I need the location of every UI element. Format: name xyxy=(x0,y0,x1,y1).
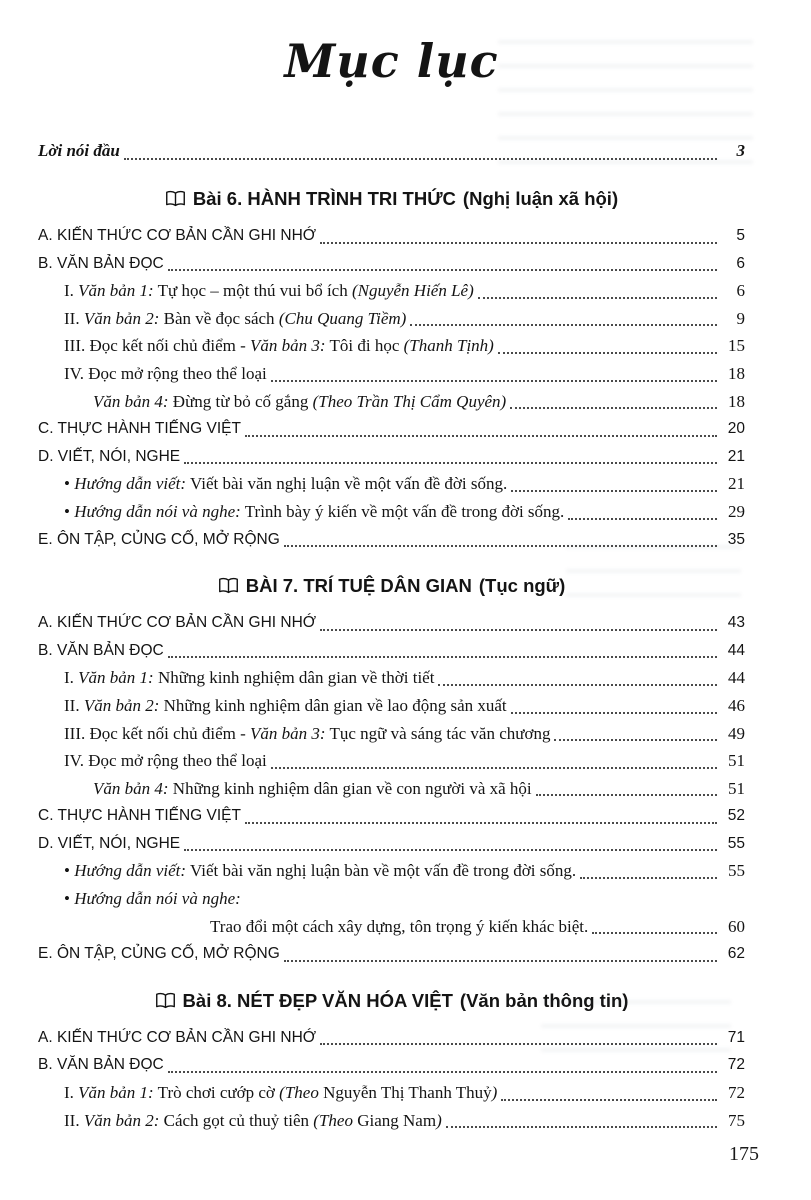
entry-page-number: 51 xyxy=(728,751,745,771)
entry-page-number: 46 xyxy=(728,695,745,715)
dot-leader xyxy=(320,242,717,244)
entry-text: Văn bản 4: Đừng từ bỏ cố gắng (Theo Trần Thị Cẩm Quyên) xyxy=(93,391,507,411)
entry-page-number: 60 xyxy=(728,916,745,936)
dot-leader xyxy=(184,462,717,464)
dot-leader xyxy=(245,822,717,824)
dot-leader xyxy=(271,767,717,769)
entry-text: E. ÔN TẬP, CỦNG CỐ, MỞ RỘNG xyxy=(38,530,280,548)
entry-text: C. THỰC HÀNH TIẾNG VIỆT xyxy=(38,420,241,438)
entry-text: • Hướng dẫn viết: Viết bài văn nghị luận về một vấn đề đời sống. xyxy=(64,474,508,494)
entry-page-number: 21 xyxy=(727,447,745,465)
dot-leader xyxy=(568,518,717,520)
toc-entry xyxy=(38,857,745,885)
section-heading xyxy=(38,186,745,212)
toc-entry xyxy=(38,388,745,416)
open-book-icon xyxy=(155,992,176,1010)
dot-leader xyxy=(498,352,717,354)
section-title: Bài 8. NÉT ĐẸP VĂN HÓA VIỆT xyxy=(182,989,453,1011)
dot-leader xyxy=(168,1071,717,1073)
entry-text: • Hướng dẫn nói và nghe: xyxy=(64,889,241,909)
open-book-icon xyxy=(218,577,239,595)
entry-page-number: 44 xyxy=(728,668,745,688)
entry-page-number: 18 xyxy=(728,363,745,383)
entry-page-number: 51 xyxy=(728,778,745,798)
toc-entry xyxy=(38,885,745,913)
toc-entry xyxy=(38,637,745,665)
dot-leader xyxy=(511,490,717,492)
toc-entry xyxy=(38,609,745,637)
dot-leader xyxy=(580,877,717,879)
entry-text: • Hướng dẫn viết: Viết bài văn nghị luận bàn về một vấn đề trong đời sống. xyxy=(64,861,577,881)
toc-entry xyxy=(38,664,745,692)
toc-entry xyxy=(38,305,745,333)
entry-page-number: 62 xyxy=(727,945,745,963)
toc-entry xyxy=(38,470,745,498)
entry-page-number: 72 xyxy=(727,1056,745,1074)
toc-entry xyxy=(38,720,745,748)
entry-page-number: 20 xyxy=(727,420,745,438)
page-number: 175 xyxy=(729,1143,759,1165)
section-heading xyxy=(38,988,745,1014)
section-title: Bài 6. HÀNH TRÌNH TRI THỨC xyxy=(192,188,456,209)
toc-entry xyxy=(38,830,745,858)
entry-text: D. VIẾT, NÓI, NGHE xyxy=(38,447,181,465)
dot-leader xyxy=(554,739,717,741)
toc-entry xyxy=(38,443,745,471)
entry-page-number: 55 xyxy=(728,861,745,881)
preface-page-number: 3 xyxy=(736,141,745,160)
dot-leader xyxy=(511,712,717,714)
entry-page-number: 43 xyxy=(727,614,745,632)
dot-leader xyxy=(168,656,717,658)
entry-page-number: 6 xyxy=(736,254,745,272)
entry-text: D. VIẾT, NÓI, NGHE xyxy=(38,834,181,852)
entry-text: IV. Đọc mở rộng theo thể loại xyxy=(64,751,267,771)
page-title: Mục lục xyxy=(284,34,499,88)
dot-leader xyxy=(184,849,717,851)
dot-leader xyxy=(501,1099,717,1101)
dot-leader xyxy=(438,684,717,686)
entry-text: B. VĂN BẢN ĐỌC xyxy=(38,254,164,272)
dot-leader xyxy=(245,435,717,437)
section-subtitle: (Văn bản thông tin) xyxy=(459,989,629,1011)
section-subtitle: (Nghị luận xã hội) xyxy=(462,188,619,209)
toc-entry xyxy=(38,415,745,443)
toc-entry xyxy=(38,526,745,554)
dot-leader xyxy=(124,158,717,160)
dot-leader xyxy=(168,269,717,271)
entry-text: C. THỰC HÀNH TIẾNG VIỆT xyxy=(38,807,241,825)
toc-entry xyxy=(38,913,745,941)
entry-page-number: 5 xyxy=(736,227,745,244)
entry-page-number: 9 xyxy=(736,308,745,328)
entry-text: E. ÔN TẬP, CỦNG CỐ, MỞ RỘNG xyxy=(38,945,280,963)
entry-page-number: 71 xyxy=(727,1028,745,1046)
entry-text: A. KIẾN THỨC CƠ BẢN CẦN GHI NHỚ xyxy=(38,227,317,244)
toc-entry xyxy=(38,775,745,803)
entry-text: Trao đổi một cách xây dựng, tôn trọng ý kiến khác biệt. xyxy=(210,916,589,936)
toc-entry xyxy=(38,250,745,278)
section-heading xyxy=(38,573,745,599)
toc-entry xyxy=(38,360,745,388)
dot-leader xyxy=(284,960,717,962)
entry-page-number: 52 xyxy=(727,807,745,825)
open-book-icon xyxy=(165,190,186,208)
toc-entry xyxy=(38,1024,745,1052)
toc-entry xyxy=(38,332,745,360)
toc-entry xyxy=(38,1051,745,1079)
toc-sections xyxy=(38,186,745,1134)
toc-entry xyxy=(38,747,745,775)
dot-leader xyxy=(320,629,717,631)
entry-page-number: 49 xyxy=(728,723,745,743)
toc-entry xyxy=(38,222,745,250)
toc-entry xyxy=(38,498,745,526)
toc-entry xyxy=(38,940,745,968)
dot-leader xyxy=(536,794,717,796)
preface-entry xyxy=(38,136,745,166)
section-title: BÀI 7. TRÍ TUỆ DÂN GIAN xyxy=(245,575,472,597)
dot-leader xyxy=(271,380,717,382)
entry-page-number: 6 xyxy=(736,281,745,301)
entry-text: B. VĂN BẢN ĐỌC xyxy=(38,641,164,659)
entry-text: Văn bản 4: Những kinh nghiệm dân gian về con người và xã hội xyxy=(93,778,532,798)
toc-entry xyxy=(38,277,745,305)
dot-leader xyxy=(410,324,717,326)
toc-entry xyxy=(38,692,745,720)
dot-leader xyxy=(592,932,717,934)
entry-text: A. KIẾN THỨC CƠ BẢN CẦN GHI NHỚ xyxy=(38,614,317,632)
section-subtitle: (Tục ngữ) xyxy=(478,575,566,597)
entry-page-number: 21 xyxy=(728,474,745,494)
entry-text: III. Đọc kết nối chủ điểm - Văn bản 3: Tục ngữ và sáng tác văn chương xyxy=(64,723,551,743)
entry-page-number: 15 xyxy=(728,336,745,356)
entry-text: A. KIẾN THỨC CƠ BẢN CẦN GHI NHỚ xyxy=(38,1028,317,1046)
entry-page-number: 72 xyxy=(728,1083,745,1103)
dot-leader xyxy=(284,545,717,547)
dot-leader xyxy=(478,297,717,299)
entry-text: II. Văn bản 2: Cách gọt củ thuỷ tiên (Theo Giang Nam) xyxy=(64,1110,442,1130)
entry-text: III. Đọc kết nối chủ điểm - Văn bản 3: Tôi đi học (Thanh Tịnh) xyxy=(64,336,494,356)
toc-entry xyxy=(38,1079,745,1107)
entry-page-number: 75 xyxy=(728,1110,745,1130)
toc-entry xyxy=(38,802,745,830)
entry-page-number: 55 xyxy=(727,834,745,852)
toc-page xyxy=(38,32,759,1165)
entry-page-number: 29 xyxy=(728,501,745,521)
entry-text: I. Văn bản 1: Tự học – một thú vui bổ ích (Nguyễn Hiến Lê) xyxy=(64,281,474,301)
entry-text: II. Văn bản 2: Những kinh nghiệm dân gian về lao động sản xuất xyxy=(64,695,507,715)
dot-leader xyxy=(510,407,717,409)
entry-text: • Hướng dẫn nói và nghe: Trình bày ý kiến về một vấn đề trong đời sống. xyxy=(64,501,565,521)
dot-leader xyxy=(320,1043,717,1045)
entry-text: I. Văn bản 1: Những kinh nghiệm dân gian về thời tiết xyxy=(64,668,435,688)
preface-label: Lời nói đầu xyxy=(38,141,120,160)
dot-leader xyxy=(446,1126,717,1128)
entry-text: IV. Đọc mở rộng theo thể loại xyxy=(64,363,267,383)
entry-text: I. Văn bản 1: Trò chơi cướp cờ (Theo Nguyễn Thị Thanh Thuỷ) xyxy=(64,1083,498,1103)
toc-entry xyxy=(38,1107,745,1135)
entry-text: B. VĂN BẢN ĐỌC xyxy=(38,1056,164,1074)
entry-page-number: 18 xyxy=(728,391,745,411)
entry-text: II. Văn bản 2: Bàn về đọc sách (Chu Quang Tiềm) xyxy=(64,308,407,328)
entry-page-number: 44 xyxy=(727,641,745,659)
entry-page-number: 35 xyxy=(727,530,745,548)
